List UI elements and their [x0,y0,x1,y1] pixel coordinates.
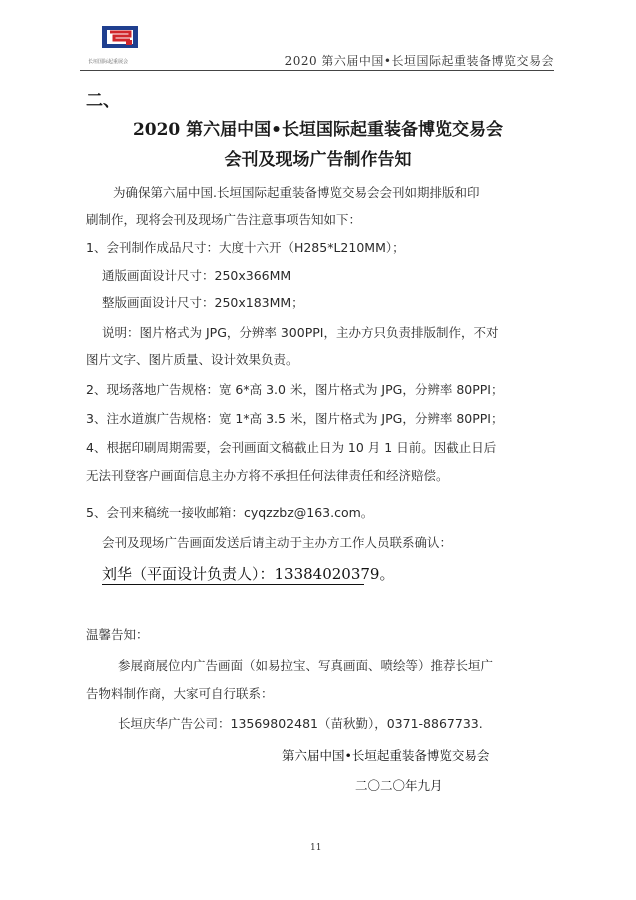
item-1-spread-size: 通版画面设计尺寸：250x366MM [102,268,292,283]
tip-line-2: 告物料制作商，大家可自行联系： [86,686,274,701]
running-header-title: 2020 第六届中国•长垣国际起重装备博览交易会 [284,54,554,68]
item-3: 3、注水道旗广告规格：宽 1*高 3.5 米，图片格式为 JPG，分辨率 80PPI； [86,411,504,426]
tip-title: 温馨告知： [86,627,149,642]
note-line-2: 图片文字、图片质量、设计效果负责。 [86,352,299,367]
document-subtitle: 会刊及现场广告制作告知 [224,150,412,170]
item-1: 1、会刊制作成品尺寸：大度十六开（H285*L210MM）； [86,240,405,255]
header-divider [80,70,554,71]
contact-underline [102,584,364,585]
note-line-1: 说明：图片格式为 JPG，分辨率 300PPI，主办方只负责排版制作，不对 [102,325,499,340]
intro-line-1: 为确保第六届中国.长垣国际起重装备博览交易会会刊如期排版和印 [113,185,480,200]
organizer-logo [96,24,144,54]
item-2: 2、现场落地广告规格：宽 6*高 3.0 米，图片格式为 JPG，分辨率 80PPI； [86,382,504,397]
signature-date: 二〇二〇年九月 [355,778,443,793]
section-number: 二、 [86,91,120,111]
page-number: 11 [310,843,322,853]
item-5-email: 5、会刊来稿统一接收邮箱：cyqzzbz@163.com。 [86,505,374,520]
contact-person: 刘华（平面设计负责人）：13384020379。 [102,565,395,583]
item-4-line-2: 无法刊登客户画面信息主办方将不承担任何法律责任和经济赔偿。 [86,468,449,483]
item-1-page-size: 整版画面设计尺寸：250x183MM； [102,295,304,310]
document-title: 2020 第六届中国•长垣国际起重装备博览交易会 [132,120,504,140]
tip-line-1: 参展商展位内广告画面（如易拉宝、写真画面、喷绘等）推荐长垣广 [118,658,494,673]
confirm-instruction: 会刊及现场广告画面发送后请主动于主办方工作人员联系确认： [102,535,453,550]
logo-caption: 长垣国际起重展会 [88,59,129,65]
intro-line-2: 刷制作，现将会刊及现场广告注意事项告知如下： [86,212,362,227]
item-4-line-1: 4、根据印刷周期需要，会刊画面文稿截止日为 10 月 1 日前。因截止日后 [86,440,497,455]
tip-line-3: 长垣庆华广告公司：13569802481（苗秋勤），0371-8867733. [118,716,483,731]
signature-organizer: 第六届中国•长垣起重装备博览交易会 [282,748,490,763]
